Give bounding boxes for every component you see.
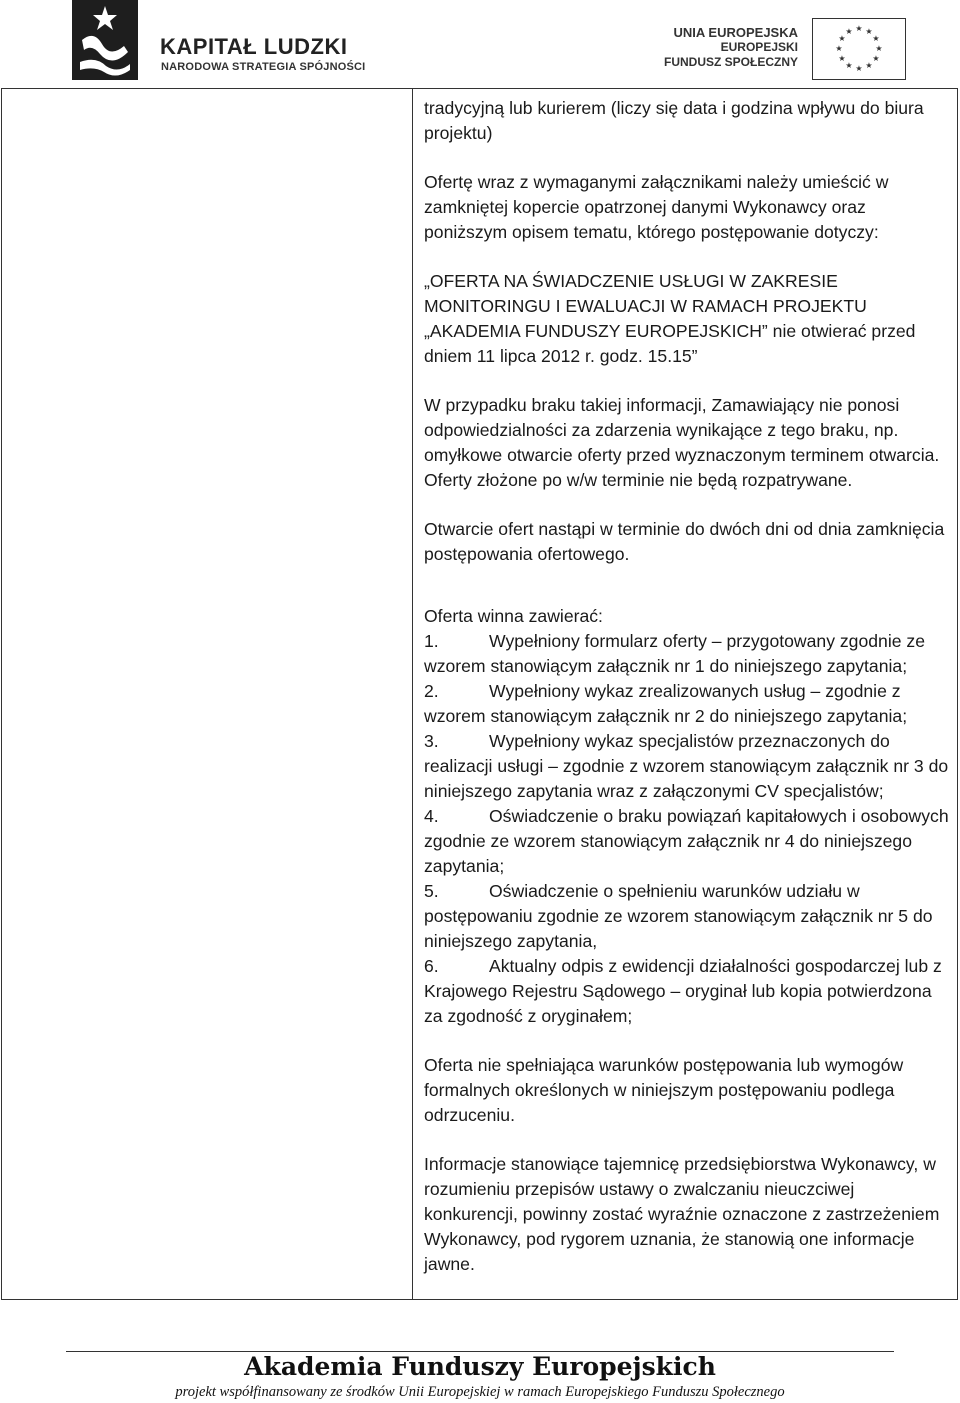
paragraph-delivery: tradycyjną lub kurierem (liczy się data i godzina wpływu do biura projektu) — [424, 98, 924, 143]
svg-text:★: ★ — [845, 61, 853, 70]
kapital-ludzki-subtitle: NARODOWA STRATEGIA SPÓJNOŚCI — [161, 61, 366, 73]
svg-text:★: ★ — [875, 44, 883, 53]
paragraph-trade-secret: Informacje stanowiące tajemnicę przedsiębiorstwa Wykonawcy, w rozumieniu przepisów ustawy o zwalczaniu nieuczciwej konkurencji, powinny zostać wyraźnie oznaczone z zastrzeżeniem Wykonawcy, pod rygorem uznania, że stanowią one informacje jawne. — [424, 1154, 940, 1274]
paragraph-opening: Otwarcie ofert nastąpi w terminie do dwóch dni od dnia zamknięcia postępowania ofertowego. — [424, 519, 945, 564]
paragraph-liability: W przypadku braku takiej informacji, Zamawiający nie ponosi odpowiedzialności za zdarzenia wynikające z tego braku, np. omyłkowe otwarcie oferty przed wyznaczonym terminem otwarcia. Oferty złożone po w/w terminie nie będą rozpatrywane. — [424, 395, 940, 490]
svg-text:★: ★ — [872, 54, 880, 63]
eu-logo-text — [650, 25, 798, 70]
footer-subtitle: projekt współfinansowany ze środków Unii Europejskiej w ramach Europejskiego Funduszu Społecznego — [175, 1384, 785, 1400]
list-heading: Oferta winna zawierać: — [424, 606, 603, 626]
page-header — [0, 0, 960, 80]
eu-flag-icon — [812, 18, 906, 80]
table-right-cell — [424, 96, 950, 1277]
svg-text:★: ★ — [855, 24, 863, 33]
eu-logo-line2: EUROPEJSKI — [720, 40, 798, 54]
svg-text:★: ★ — [855, 64, 863, 73]
eu-logo-line3: FUNDUSZ SPOŁECZNY — [663, 55, 798, 69]
list-item: 6. Aktualny odpis z ewidencji działalności gospodarczej lub z Krajowego Rejestru Sądowego – oryginał lub kopia potwierdzona za zgodność z oryginałem; — [424, 956, 942, 1026]
requirements-list — [424, 629, 950, 1029]
svg-text:★: ★ — [838, 34, 846, 43]
eu-logo-line1: UNIA EUROPEJSKA — [673, 25, 798, 40]
svg-text:★: ★ — [838, 54, 846, 63]
column-divider — [412, 89, 413, 1299]
list-item: 5. Oświadczenie o spełnieniu warunków udziału w postępowaniu zgodnie ze wzorem stanowiącym załącznik nr 5 do niniejszego zapytania, — [424, 881, 933, 951]
list-item: 3. Wypełniony wykaz specjalistów przeznaczonych do realizacji usługi – zgodnie z wzorem stanowiącym załącznik nr 3 do niniejszego zapytania wraz z załączonymi CV specjalistów; — [424, 731, 949, 801]
svg-text:★: ★ — [865, 27, 873, 36]
paragraph-envelope-label: „OFERTA NA ŚWIADCZENIE USŁUGI W ZAKRESIE MONITORINGU I EWALUACJI W RAMACH PROJEKTU „AKADEMIA FUNDUSZY EUROPEJSKICH” nie otwierać przed dniem 11 lipca 2012 r. godz. 15.15” — [424, 271, 916, 366]
svg-text:★: ★ — [872, 34, 880, 43]
kapital-ludzki-logo-icon — [72, 0, 138, 80]
paragraph-envelope: Ofertę wraz z wymaganymi załącznikami należy umieścić w zamkniętej kopercie opatrzonej danymi Wykonawcy oraz poniższym opisem tematu, którego postępowanie dotyczy: — [424, 172, 889, 242]
paragraph-rejection: Oferta nie spełniająca warunków postępowania lub wymogów formalnych określonych w niniejszym postępowaniu podlega odrzuceniu. — [424, 1055, 904, 1125]
list-item: 4. Oświadczenie o braku powiązań kapitałowych i osobowych zgodnie ze wzorem stanowiącym załącznik nr 4 do niniejszego zapytania; — [424, 806, 949, 876]
svg-text:★: ★ — [835, 44, 843, 53]
list-item: 2. Wypełniony wykaz zrealizowanych usług – zgodnie z wzorem stanowiącym załącznik nr 2 do niniejszego zapytania; — [424, 681, 908, 726]
list-item: 1. Wypełniony formularz oferty – przygotowany zgodnie ze wzorem stanowiącym załącznik nr 1 do niniejszego zapytania; — [424, 631, 925, 676]
svg-text:★: ★ — [845, 27, 853, 36]
svg-text:★: ★ — [865, 61, 873, 70]
kapital-ludzki-title: KAPITAŁ LUDZKI — [160, 34, 348, 59]
footer-title: Akademia Funduszy Europejskich — [244, 1352, 716, 1381]
